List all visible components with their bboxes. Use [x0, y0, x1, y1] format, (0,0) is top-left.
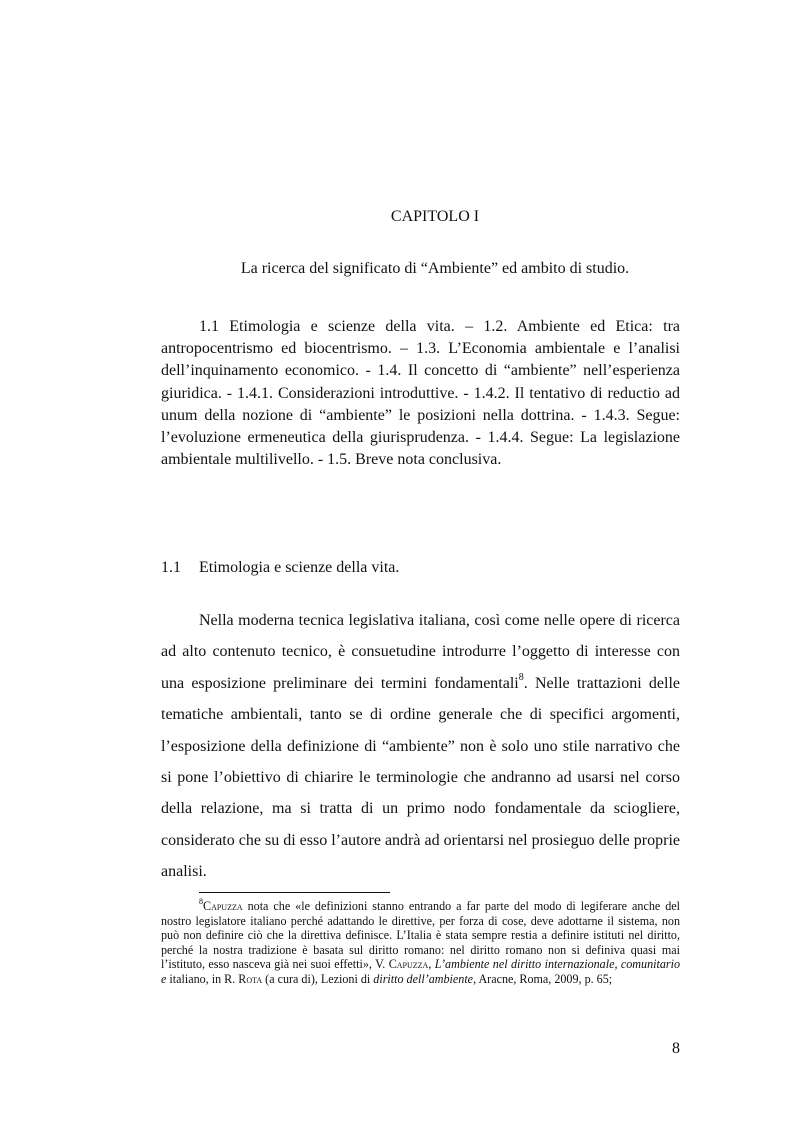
footnote-text: italiano, in R.: [166, 971, 239, 986]
footnote-author: Capuzza: [388, 957, 429, 971]
body-text-part1: Nella moderna tecnica legislativa italiana, così come nelle opere di ricerca ad alto contenuto tecnico, è consuetudine introdurre l’oggetto di interesse con una esposizione preliminare dei termini fondamentali: [161, 612, 680, 692]
footnote-reference: 8: [518, 672, 524, 684]
footnote-author: Rota: [238, 971, 263, 986]
chapter-summary: 1.1 Etimologia e scienze della vita. – 1.2. Ambiente ed Etica: tra antropocentrismo ed biocentrismo. – 1.3. L’Economia ambientale e l’analisi dell’inquinamento economico. - 1.4. Il concetto di “ambiente” nell’esperienza giuridica. - 1.4.1. Considerazioni introduttive. - 1.4.2. Il tentativo di reductio ad unum della nozione di “ambiente” le posizioni nella dottrina. - 1.4.3. Segue: l’evoluzione ermeneutica della giurisprudenza. - 1.4.4. Segue: La legislazione ambientale multilivello. - 1.5. Breve nota conclusiva.: [161, 318, 680, 469]
footnote-number: 8: [199, 896, 203, 906]
chapter-heading: CAPITOLO I: [390, 208, 480, 225]
footnote-author: Capuzza: [203, 899, 243, 913]
footnote-text: ,: [428, 957, 435, 971]
footnote: [161, 896, 680, 986]
section-heading: [161, 559, 399, 577]
body-text-part2: . Nelle trattazioni delle tematiche ambientali, tanto se di ordine generale che di specifici argomenti, l’esposizione della definizione di “ambiente” non è solo uno stile narrativo che si pone l’obiettivo di chiarire le terminologie che andranno ad usarsi nel corso della relazione, ma si tratta di un primo nodo fondamentale da sciogliere, considerato che su di esso l’autore andrà ad orientarsi nel prosieguo delle proprie analisi.: [161, 674, 680, 881]
footnote-text: , Aracne, Roma, 2009, p. 65;: [473, 971, 613, 986]
body-paragraph: [161, 605, 680, 888]
section-title: Etimologia e scienze della vita.: [199, 559, 400, 576]
page-number: 8: [672, 1040, 680, 1057]
chapter-subtitle: La ricerca del significato di “Ambiente” ed ambito di studio.: [240, 260, 630, 277]
footnote-separator: [199, 892, 390, 893]
footnote-text: nota che «le definizioni stanno entrando a far parte del modo di legiferare anche del nostro legislatore italiano perché adattando le direttive, per forza di cose, deve adottarne il sistema, non può non definire ciò che la direttiva definisce. L’Italia è stata sempre restia a definire istituti nel diritto, perché la nostra tradizione è basata sul diritto romano: nel diritto romano non si definiva quasi mai l’istituto, esso nasceva già nei suoi effetti», V.: [161, 899, 680, 971]
footnote-work-title: L’ambiente nel diritto internazionale, comunitario e: [161, 957, 680, 986]
section-number: 1.1: [161, 559, 181, 576]
footnote-text: (a cura di), Lezioni di: [262, 971, 374, 986]
footnote-work-title: diritto dell’ambiente: [373, 971, 474, 986]
